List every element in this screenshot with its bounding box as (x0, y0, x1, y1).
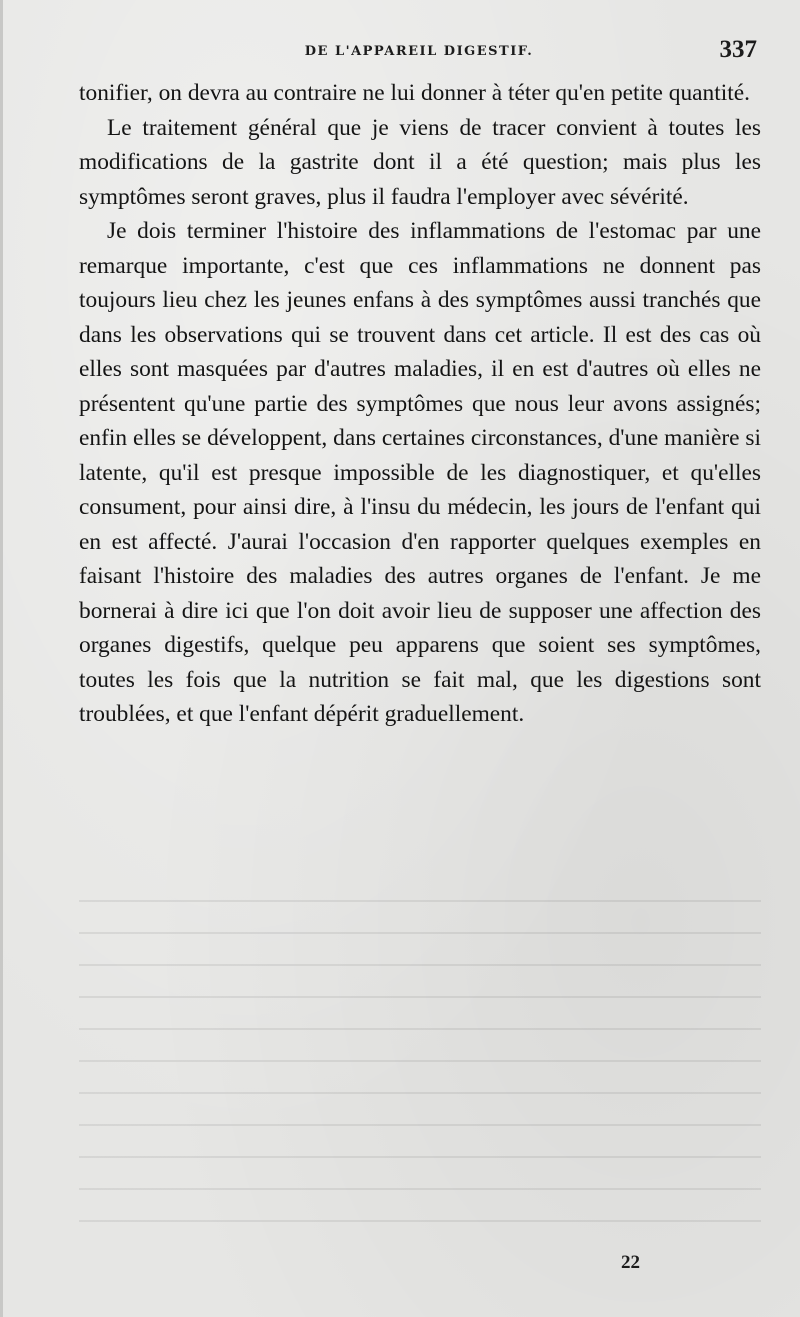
paragraph-treatment: Le traitement général que je viens de tracer convient à toutes les modifications de la gastrite dont il a été question; mais plus les symptômes seront graves, plus il faudra l'employer avec sévérité. (79, 114, 761, 210)
page-number: 337 (719, 36, 757, 63)
paragraph-conclusion: Je dois terminer l'histoire des inflammations de l'estomac par une remarque importante, c'est que ces inflammations ne donnent pas toujours lieu chez les jeunes enfans à des symptômes aussi tranchés que dans les observations qui se trouvent dans cet article. Il est des cas où elles sont masquées par d'autres maladies, il en est d'autres où elles ne présentent qu'une partie des symptômes que nous leur avons assignés; enfin elles se développent, dans certaines circonstances, d'une manière si latente, qu'il est presque impossible de les diagnostiquer, et qu'elles consument, pour ainsi dire, à l'insu du médecin, les jours de l'enfant qui en est affecté. J'aurai l'occasion d'en rapporter quelques exemples en faisant l'histoire des maladies des autres organes de l'enfant. Je me bornerai à dire ici que l'on doit avoir lieu de supposer une affection des organes digestifs, quelque peu apparens que soient ses symptômes, toutes les fois que la nutrition se fait mal, que les digestions sont troublées, et que l'enfant dépérit graduellement. (79, 218, 761, 727)
show-through-texture (79, 900, 761, 1230)
body-text (79, 76, 761, 732)
signature-mark: 22 (621, 1252, 640, 1273)
running-head: DE L'APPAREIL DIGESTIF. (304, 44, 534, 59)
page-header (79, 36, 759, 72)
paragraph-continuation: tonifier, on devra au contraire ne lui donner à téter qu'en petite quantité. (79, 80, 750, 106)
